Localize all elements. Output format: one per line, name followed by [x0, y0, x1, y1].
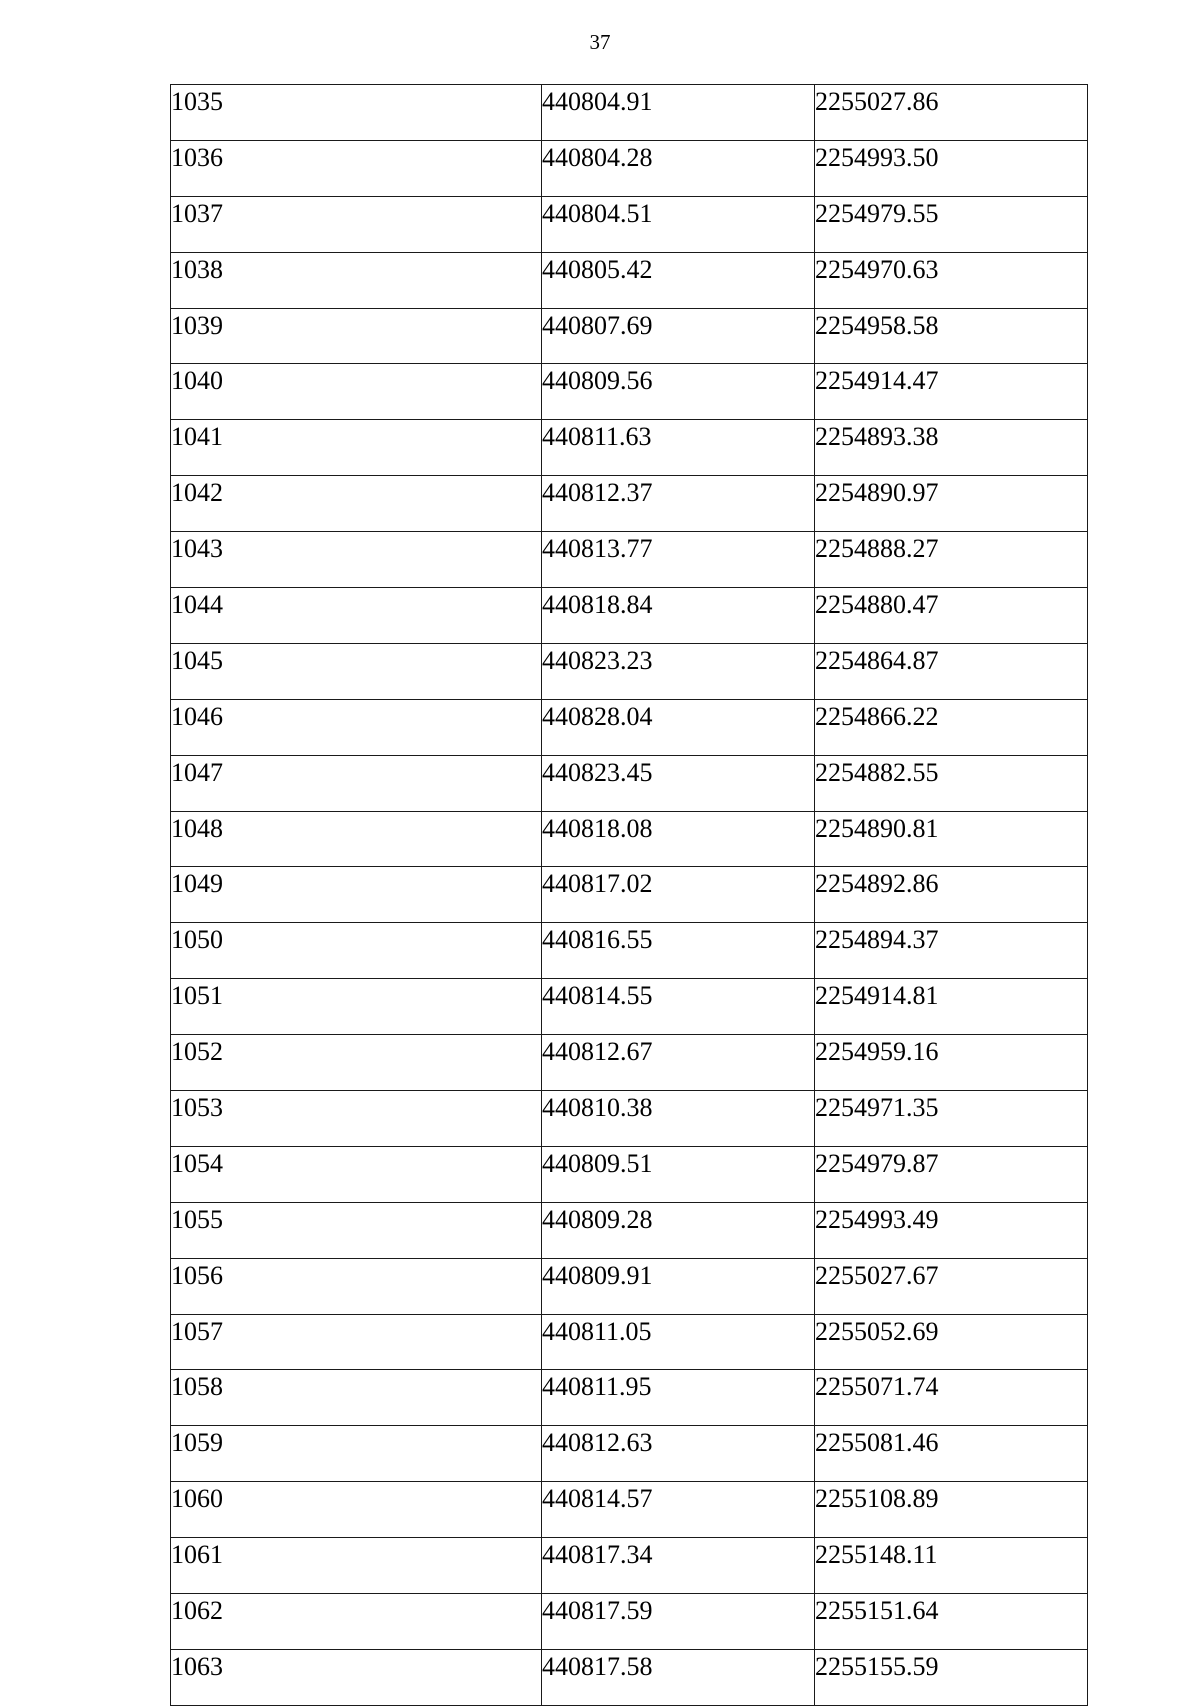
table-row [171, 1202, 1088, 1258]
x-coordinate-cell: 440804.51 [542, 196, 815, 252]
table-row [171, 811, 1088, 867]
point-number-cell: 1059 [171, 1426, 542, 1482]
table-row [171, 1091, 1088, 1147]
y-coordinate-cell: 2254893.38 [815, 420, 1088, 476]
point-number-cell: 1053 [171, 1091, 542, 1147]
x-coordinate-cell: 440813.77 [542, 532, 815, 588]
point-number-cell: 1054 [171, 1146, 542, 1202]
point-number-cell: 1061 [171, 1538, 542, 1594]
table-row [171, 588, 1088, 644]
x-coordinate-cell: 440810.38 [542, 1091, 815, 1147]
coordinates-table [170, 84, 1088, 1706]
y-coordinate-cell: 2254864.87 [815, 643, 1088, 699]
table-row [171, 643, 1088, 699]
table-row [171, 1538, 1088, 1594]
point-number-cell: 1055 [171, 1202, 542, 1258]
point-number-cell: 1045 [171, 643, 542, 699]
x-coordinate-cell: 440814.55 [542, 979, 815, 1035]
point-number-cell: 1058 [171, 1370, 542, 1426]
table-row [171, 532, 1088, 588]
x-coordinate-cell: 440811.63 [542, 420, 815, 476]
y-coordinate-cell: 2254892.86 [815, 867, 1088, 923]
point-number-cell: 1041 [171, 420, 542, 476]
table-row [171, 923, 1088, 979]
point-number-cell: 1049 [171, 867, 542, 923]
table-row [171, 252, 1088, 308]
point-number-cell: 1040 [171, 364, 542, 420]
x-coordinate-cell: 440812.37 [542, 476, 815, 532]
table-row [171, 1258, 1088, 1314]
y-coordinate-cell: 2255155.59 [815, 1649, 1088, 1705]
table-row [171, 420, 1088, 476]
x-coordinate-cell: 440828.04 [542, 699, 815, 755]
y-coordinate-cell: 2254979.55 [815, 196, 1088, 252]
y-coordinate-cell: 2254882.55 [815, 755, 1088, 811]
y-coordinate-cell: 2254914.47 [815, 364, 1088, 420]
table-row [171, 1482, 1088, 1538]
x-coordinate-cell: 440809.91 [542, 1258, 815, 1314]
y-coordinate-cell: 2254993.50 [815, 140, 1088, 196]
point-number-cell: 1036 [171, 140, 542, 196]
y-coordinate-cell: 2254890.97 [815, 476, 1088, 532]
table-row [171, 1370, 1088, 1426]
x-coordinate-cell: 440816.55 [542, 923, 815, 979]
table-row [171, 699, 1088, 755]
table-row [171, 1035, 1088, 1091]
y-coordinate-cell: 2255027.86 [815, 85, 1088, 141]
point-number-cell: 1062 [171, 1594, 542, 1650]
point-number-cell: 1048 [171, 811, 542, 867]
point-number-cell: 1038 [171, 252, 542, 308]
x-coordinate-cell: 440817.34 [542, 1538, 815, 1594]
x-coordinate-cell: 440817.59 [542, 1594, 815, 1650]
x-coordinate-cell: 440807.69 [542, 308, 815, 364]
y-coordinate-cell: 2254888.27 [815, 532, 1088, 588]
point-number-cell: 1060 [171, 1482, 542, 1538]
point-number-cell: 1035 [171, 85, 542, 141]
x-coordinate-cell: 440804.91 [542, 85, 815, 141]
page-number: 37 [589, 30, 611, 54]
table-row [171, 476, 1088, 532]
point-number-cell: 1037 [171, 196, 542, 252]
x-coordinate-cell: 440812.67 [542, 1035, 815, 1091]
x-coordinate-cell: 440811.05 [542, 1314, 815, 1370]
coordinates-table-body [171, 85, 1088, 1706]
y-coordinate-cell: 2254971.35 [815, 1091, 1088, 1147]
y-coordinate-cell: 2255052.69 [815, 1314, 1088, 1370]
x-coordinate-cell: 440809.28 [542, 1202, 815, 1258]
point-number-cell: 1047 [171, 755, 542, 811]
table-row [171, 364, 1088, 420]
point-number-cell: 1057 [171, 1314, 542, 1370]
table-row [171, 1594, 1088, 1650]
y-coordinate-cell: 2254970.63 [815, 252, 1088, 308]
x-coordinate-cell: 440823.45 [542, 755, 815, 811]
point-number-cell: 1046 [171, 699, 542, 755]
table-row [171, 1314, 1088, 1370]
y-coordinate-cell: 2254979.87 [815, 1146, 1088, 1202]
y-coordinate-cell: 2254866.22 [815, 699, 1088, 755]
table-row [171, 196, 1088, 252]
y-coordinate-cell: 2254959.16 [815, 1035, 1088, 1091]
x-coordinate-cell: 440817.58 [542, 1649, 815, 1705]
point-number-cell: 1063 [171, 1649, 542, 1705]
x-coordinate-cell: 440809.51 [542, 1146, 815, 1202]
x-coordinate-cell: 440814.57 [542, 1482, 815, 1538]
y-coordinate-cell: 2254894.37 [815, 923, 1088, 979]
point-number-cell: 1044 [171, 588, 542, 644]
y-coordinate-cell: 2254890.81 [815, 811, 1088, 867]
x-coordinate-cell: 440823.23 [542, 643, 815, 699]
x-coordinate-cell: 440812.63 [542, 1426, 815, 1482]
table-row [171, 867, 1088, 923]
table-row [171, 755, 1088, 811]
y-coordinate-cell: 2254993.49 [815, 1202, 1088, 1258]
x-coordinate-cell: 440818.84 [542, 588, 815, 644]
y-coordinate-cell: 2255027.67 [815, 1258, 1088, 1314]
table-row [171, 1146, 1088, 1202]
x-coordinate-cell: 440817.02 [542, 867, 815, 923]
point-number-cell: 1056 [171, 1258, 542, 1314]
point-number-cell: 1039 [171, 308, 542, 364]
x-coordinate-cell: 440809.56 [542, 364, 815, 420]
y-coordinate-cell: 2255108.89 [815, 1482, 1088, 1538]
y-coordinate-cell: 2254958.58 [815, 308, 1088, 364]
point-number-cell: 1043 [171, 532, 542, 588]
point-number-cell: 1050 [171, 923, 542, 979]
x-coordinate-cell: 440811.95 [542, 1370, 815, 1426]
point-number-cell: 1051 [171, 979, 542, 1035]
point-number-cell: 1052 [171, 1035, 542, 1091]
y-coordinate-cell: 2254914.81 [815, 979, 1088, 1035]
y-coordinate-cell: 2255151.64 [815, 1594, 1088, 1650]
table-row [171, 85, 1088, 141]
y-coordinate-cell: 2255071.74 [815, 1370, 1088, 1426]
y-coordinate-cell: 2255148.11 [815, 1538, 1088, 1594]
y-coordinate-cell: 2254880.47 [815, 588, 1088, 644]
table-row [171, 140, 1088, 196]
table-row [171, 308, 1088, 364]
point-number-cell: 1042 [171, 476, 542, 532]
x-coordinate-cell: 440818.08 [542, 811, 815, 867]
table-row [171, 979, 1088, 1035]
x-coordinate-cell: 440804.28 [542, 140, 815, 196]
y-coordinate-cell: 2255081.46 [815, 1426, 1088, 1482]
table-row [171, 1426, 1088, 1482]
x-coordinate-cell: 440805.42 [542, 252, 815, 308]
